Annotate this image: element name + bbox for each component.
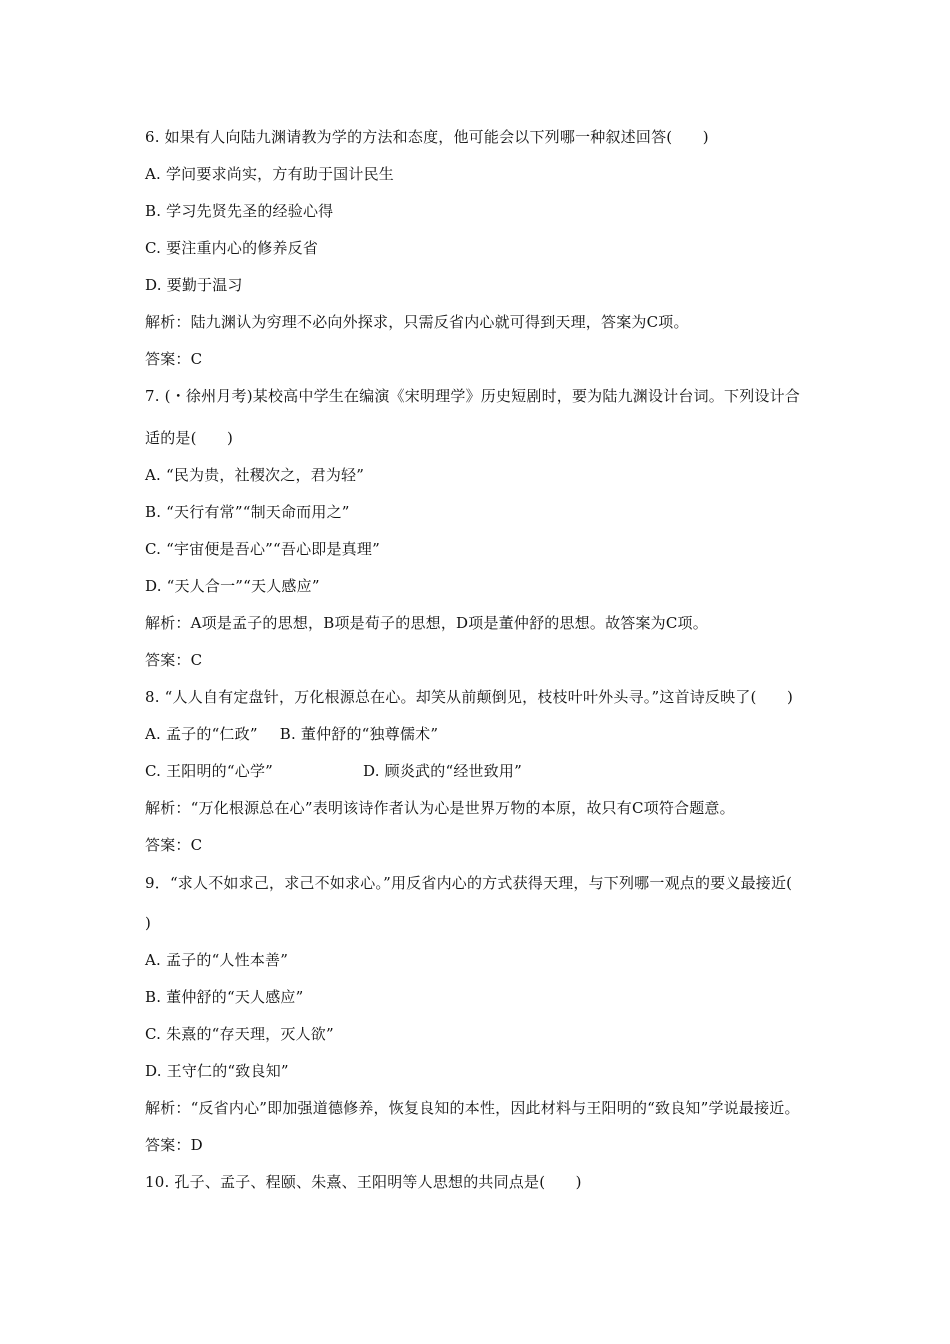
question-9-option-d: D. 王守仁的“致良知” — [145, 1062, 289, 1080]
question-6-answer: 答案：C — [145, 350, 203, 368]
question-7-stem-line1: 7. (・徐州月考)某校高中学生在编演《宋明理学》历史短剧时，要为陆九渊设计台词。下列设计合 — [145, 387, 800, 405]
question-10-stem: 10. 孔子、孟子、程颐、朱熹、王阳明等人思想的共同点是( ) — [145, 1173, 582, 1191]
question-8-option-c: C. 王阳明的“心学” — [145, 762, 274, 780]
question-7-option-a: A. “民为贵，社稷次之，君为轻” — [145, 466, 365, 484]
question-6-option-c: C. 要注重内心的修养反省 — [145, 239, 319, 257]
question-8-stem: 8. “人人自有定盘针，万化根源总在心。却笑从前颠倒见，枝枝叶叶外头寻。”这首诗反映了( ) — [145, 688, 794, 706]
question-8-answer: 答案：C — [145, 836, 203, 854]
question-9-analysis: 解析：“反省内心”即加强道德修养，恢复良知的本性，因此材料与王阳明的“致良知”学说最接近。 — [145, 1099, 800, 1117]
question-8-options-row1 — [145, 724, 438, 744]
question-9-option-c: C. 朱熹的“存天理，灭人欲” — [145, 1025, 334, 1043]
question-6-option-a: A. 学问要求尚实，方有助于国计民生 — [145, 165, 394, 183]
question-8-options-row2 — [145, 761, 522, 781]
question-7-option-d: D. “天人合一”“天人感应” — [145, 577, 320, 595]
question-8-option-b: B. 董仲舒的“独尊儒术” — [279, 725, 439, 743]
question-8-analysis: 解析：“万化根源总在心”表明该诗作者认为心是世界万物的本原，故只有C项符合题意。 — [145, 799, 735, 817]
question-9-option-a: A. 孟子的“人性本善” — [145, 951, 289, 969]
question-7-analysis: 解析：A项是孟子的思想，B项是荀子的思想，D项是董仲舒的思想。故答案为C项。 — [145, 614, 708, 632]
question-9-stem-line2: ) — [145, 914, 152, 932]
question-7-option-b: B. “天行有常”“制天命而用之” — [145, 503, 350, 521]
question-6-stem: 6. 如果有人向陆九渊请教为学的方法和态度，他可能会以下列哪一种叙述回答( ) — [145, 128, 709, 146]
question-9-option-b: B. 董仲舒的“天人感应” — [145, 988, 304, 1006]
question-6-option-d: D. 要勤于温习 — [145, 276, 243, 294]
question-9-stem-line1: 9．“求人不如求己，求己不如求心。”用反省内心的方式获得天理，与下列哪一观点的要义最接近( — [145, 874, 793, 892]
question-7-option-c: C. “宇宙便是吾心”“吾心即是真理” — [145, 540, 380, 558]
question-6-analysis: 解析：陆九渊认为穷理不必向外探求，只需反省内心就可得到天理，答案为C项。 — [145, 313, 689, 331]
question-7-answer: 答案：C — [145, 651, 203, 669]
question-9-answer: 答案：D — [145, 1136, 203, 1154]
question-7-stem-line2: 适的是( ) — [145, 429, 234, 447]
question-6-option-b: B. 学习先贤先圣的经验心得 — [145, 202, 334, 220]
question-8-option-a: A. 孟子的“仁政” — [145, 725, 258, 743]
question-8-option-d: D. 顾炎武的“经世致用” — [363, 762, 522, 780]
